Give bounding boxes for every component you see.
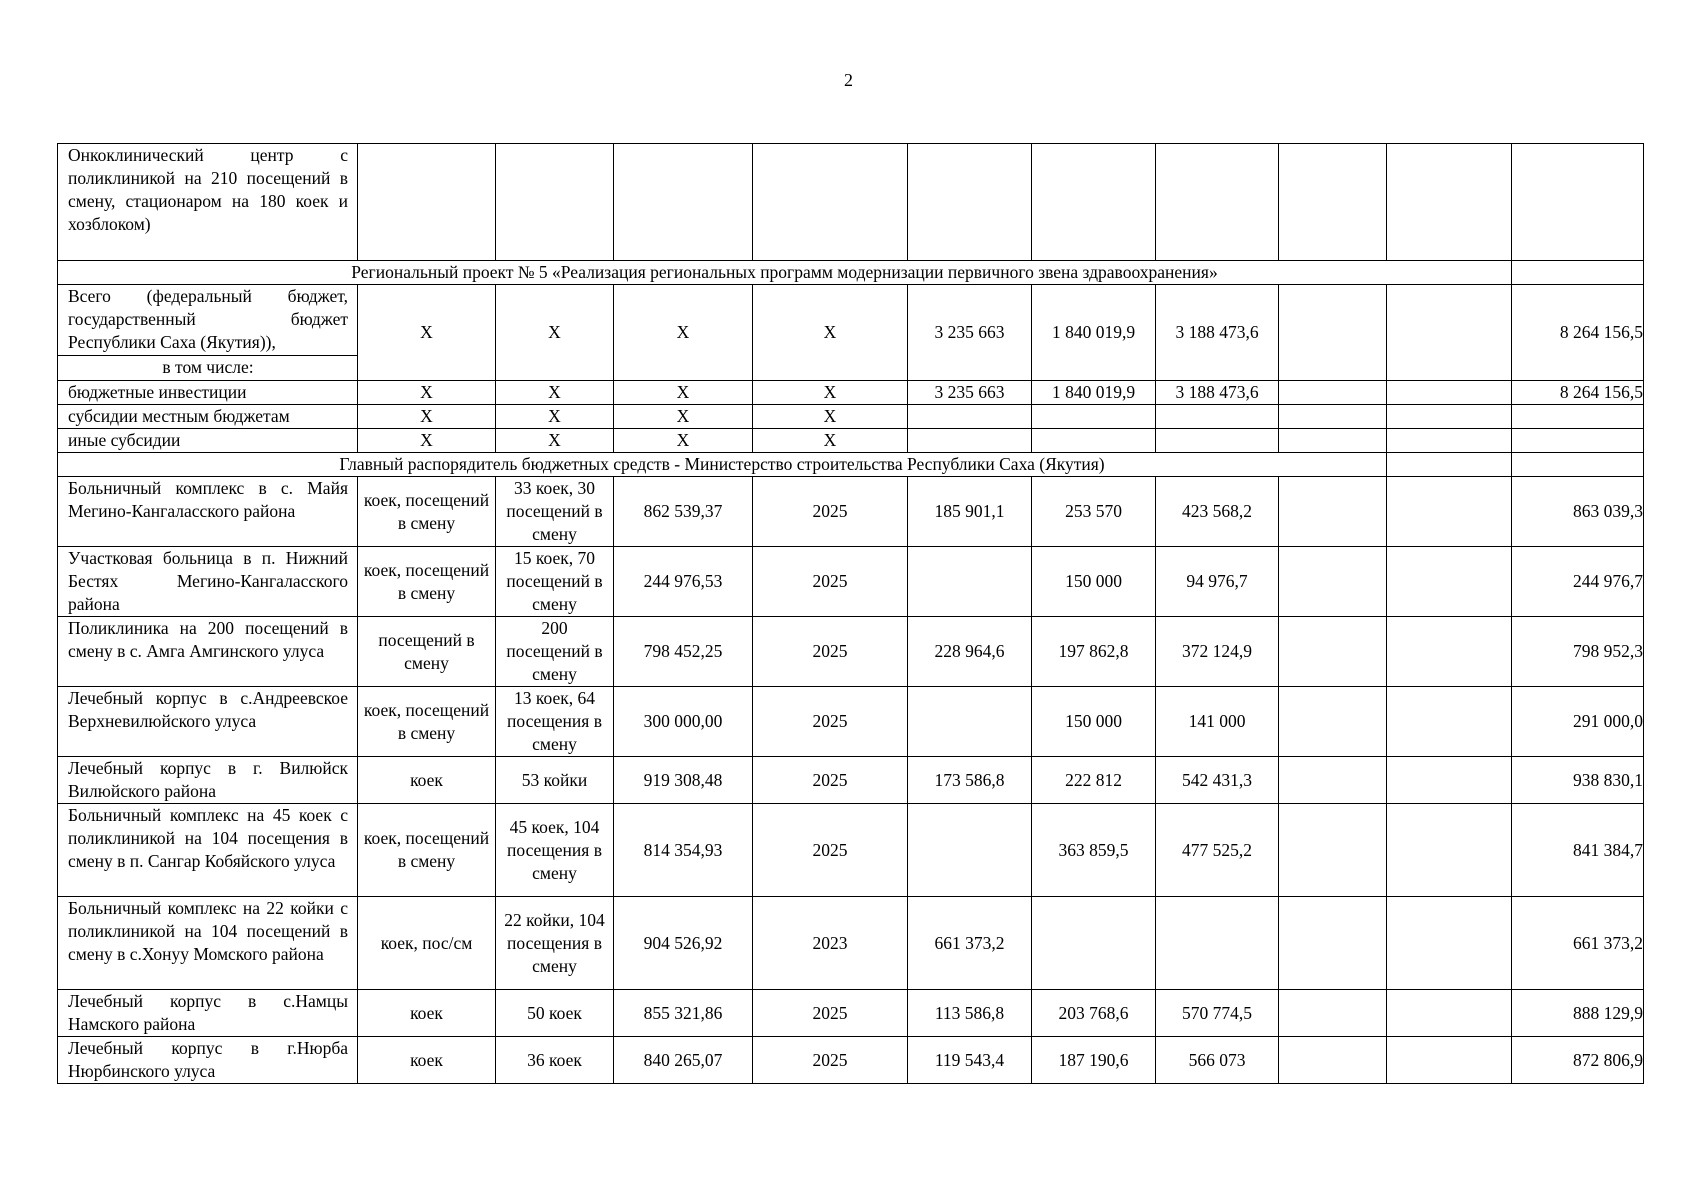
summary-subrow-cell <box>1387 429 1512 453</box>
object-unit: коек <box>358 990 496 1037</box>
summary-subrow-cell: X <box>753 429 908 453</box>
summary-subrow-cell: 3 188 473,6 <box>1156 381 1279 405</box>
summary-subrow-cell: X <box>614 429 753 453</box>
object-row <box>58 897 1644 990</box>
summary-subrow-cell: X <box>496 405 614 429</box>
page-number: 2 <box>844 70 853 90</box>
object-name: Лечебный корпус в с.Андреевское Верхневилюйского улуса <box>58 687 358 757</box>
object-total: 888 129,9 <box>1512 990 1644 1037</box>
object-name: Лечебный корпус в г.Нюрба Нюрбинского улуса <box>58 1037 358 1084</box>
summary-subrow <box>58 405 1644 429</box>
object-value: 372 124,9 <box>1156 617 1279 687</box>
object-value <box>1279 757 1387 804</box>
object-value: 141 000 <box>1156 687 1279 757</box>
summary-subrow-cell <box>908 429 1032 453</box>
continued-row <box>58 144 1644 261</box>
summary-subrow <box>58 381 1644 405</box>
object-cost: 904 526,92 <box>614 897 753 990</box>
summary-subrow-cell: X <box>614 381 753 405</box>
object-capacity: 53 койки <box>496 757 614 804</box>
object-total: 291 000,0 <box>1512 687 1644 757</box>
object-value: 566 073 <box>1156 1037 1279 1084</box>
object-year: 2025 <box>753 757 908 804</box>
summary-cell: 3 188 473,6 <box>1156 285 1279 381</box>
object-value: 113 586,8 <box>908 990 1032 1037</box>
section-title-ministry: Главный распорядитель бюджетных средств - Министерство строительства Республики Саха (Якутия) <box>58 453 1387 477</box>
summary-cell <box>1279 285 1387 381</box>
object-capacity: 200 посещений в смену <box>496 617 614 687</box>
summary-subrow-cell <box>1032 429 1156 453</box>
object-value: 423 568,2 <box>1156 477 1279 547</box>
object-row <box>58 547 1644 617</box>
object-value <box>1032 897 1156 990</box>
summary-subrow-cell <box>1279 381 1387 405</box>
summary-subrow-cell <box>1279 429 1387 453</box>
object-row <box>58 990 1644 1037</box>
object-value <box>1156 897 1279 990</box>
summary-subrow-cell: X <box>614 405 753 429</box>
object-value: 477 525,2 <box>1156 804 1279 897</box>
object-value <box>908 804 1032 897</box>
object-year: 2025 <box>753 617 908 687</box>
object-capacity: 50 коек <box>496 990 614 1037</box>
continued-object-name: Онкоклинический центр с поликлиникой на 210 посещений в смену, стационаром на 180 коек и хозблоком) <box>58 144 358 261</box>
object-value <box>1387 804 1512 897</box>
object-capacity: 15 коек, 70 посещений в смену <box>496 547 614 617</box>
object-value <box>1387 477 1512 547</box>
object-unit: коек <box>358 1037 496 1084</box>
summary-cell: X <box>358 285 496 381</box>
summary-cell: X <box>496 285 614 381</box>
object-value <box>1387 617 1512 687</box>
object-total: 244 976,7 <box>1512 547 1644 617</box>
object-capacity: 45 коек, 104 посещения в смену <box>496 804 614 897</box>
object-value: 150 000 <box>1032 547 1156 617</box>
object-name: Больничный комплекс в с. Майя Мегино-Кангаласского района <box>58 477 358 547</box>
object-value <box>1279 687 1387 757</box>
object-value <box>1387 897 1512 990</box>
object-value: 661 373,2 <box>908 897 1032 990</box>
object-name: Больничный комплекс на 45 коек с поликлиникой на 104 посещения в смену в п. Сангар Кобяйского улуса <box>58 804 358 897</box>
object-capacity: 22 койки, 104 посещения в смену <box>496 897 614 990</box>
object-value: 542 431,3 <box>1156 757 1279 804</box>
object-value: 119 543,4 <box>908 1037 1032 1084</box>
object-value: 222 812 <box>1032 757 1156 804</box>
object-capacity: 13 коек, 64 посещения в смену <box>496 687 614 757</box>
summary-cell: X <box>753 285 908 381</box>
object-unit: коек, посещений в смену <box>358 477 496 547</box>
object-year: 2025 <box>753 547 908 617</box>
object-row <box>58 1037 1644 1084</box>
summary-cell: X <box>614 285 753 381</box>
summary-subrow-cell: X <box>496 381 614 405</box>
budget-table <box>57 143 1644 1084</box>
object-cost: 798 452,25 <box>614 617 753 687</box>
section-header-row <box>58 453 1644 477</box>
object-name: Больничный комплекс на 22 койки с поликлиникой на 104 посещений в смену в с.Хонуу Момского района <box>58 897 358 990</box>
summary-cell: 8 264 156,5 <box>1512 285 1644 381</box>
summary-total-label <box>58 285 358 381</box>
object-row <box>58 804 1644 897</box>
object-value <box>1279 804 1387 897</box>
summary-subrow-cell <box>1387 405 1512 429</box>
summary-subrow-cell <box>1032 405 1156 429</box>
object-row <box>58 757 1644 804</box>
summary-subrow-cell <box>1387 381 1512 405</box>
summary-subrow-label: иные субсидии <box>58 429 358 453</box>
object-cost: 919 308,48 <box>614 757 753 804</box>
object-value: 185 901,1 <box>908 477 1032 547</box>
summary-subrow-cell: X <box>358 381 496 405</box>
object-value <box>1387 547 1512 617</box>
summary-subrow-cell <box>1512 429 1644 453</box>
object-total: 841 384,7 <box>1512 804 1644 897</box>
summary-total-text: Всего (федеральный бюджет, государственный бюджет Республики Саха (Якутия)), <box>58 285 357 356</box>
object-row <box>58 477 1644 547</box>
object-name: Участковая больница в п. Нижний Бестях Мегино-Кангаласского района <box>58 547 358 617</box>
object-total: 863 039,3 <box>1512 477 1644 547</box>
object-year: 2025 <box>753 990 908 1037</box>
summary-total-row <box>58 285 1644 381</box>
object-cost: 855 321,86 <box>614 990 753 1037</box>
object-value: 197 862,8 <box>1032 617 1156 687</box>
object-cost: 840 265,07 <box>614 1037 753 1084</box>
object-value: 173 586,8 <box>908 757 1032 804</box>
summary-subrow-cell: X <box>358 405 496 429</box>
object-value <box>908 687 1032 757</box>
summary-subrow-cell: X <box>753 381 908 405</box>
object-name: Лечебный корпус в г. Вилюйск Вилюйского района <box>58 757 358 804</box>
summary-subrow-cell <box>1156 429 1279 453</box>
summary-subrow <box>58 429 1644 453</box>
object-unit: коек, посещений в смену <box>358 687 496 757</box>
section-title-project: Региональный проект № 5 «Реализация региональных программ модернизации первичного звена здравоохранения» <box>58 261 1512 285</box>
object-value: 94 976,7 <box>1156 547 1279 617</box>
section-header-row <box>58 261 1644 285</box>
object-unit: коек, пос/см <box>358 897 496 990</box>
object-year: 2025 <box>753 477 908 547</box>
object-value: 253 570 <box>1032 477 1156 547</box>
object-total: 872 806,9 <box>1512 1037 1644 1084</box>
object-year: 2025 <box>753 687 908 757</box>
object-total: 661 373,2 <box>1512 897 1644 990</box>
summary-subrow-cell <box>1279 405 1387 429</box>
summary-subrow-cell <box>908 405 1032 429</box>
object-total: 938 830,1 <box>1512 757 1644 804</box>
object-name: Лечебный корпус в с.Намцы Намского района <box>58 990 358 1037</box>
summary-subrow-cell <box>1156 405 1279 429</box>
summary-including-text: в том числе: <box>162 357 254 377</box>
object-total: 798 952,3 <box>1512 617 1644 687</box>
object-row <box>58 687 1644 757</box>
object-year: 2025 <box>753 804 908 897</box>
object-value: 203 768,6 <box>1032 990 1156 1037</box>
object-value <box>1387 687 1512 757</box>
object-year: 2023 <box>753 897 908 990</box>
summary-subrow-cell: 3 235 663 <box>908 381 1032 405</box>
object-capacity: 36 коек <box>496 1037 614 1084</box>
object-unit: посещений в смену <box>358 617 496 687</box>
summary-cell: 3 235 663 <box>908 285 1032 381</box>
object-value <box>1279 990 1387 1037</box>
object-cost: 300 000,00 <box>614 687 753 757</box>
object-cost: 244 976,53 <box>614 547 753 617</box>
object-year: 2025 <box>753 1037 908 1084</box>
object-value <box>1387 757 1512 804</box>
object-value <box>1279 897 1387 990</box>
summary-subrow-cell: X <box>496 429 614 453</box>
object-value <box>908 547 1032 617</box>
object-row <box>58 617 1644 687</box>
object-name: Поликлиника на 200 посещений в смену в с. Амга Амгинского улуса <box>58 617 358 687</box>
summary-subrow-cell: X <box>753 405 908 429</box>
object-value <box>1279 547 1387 617</box>
object-value: 228 964,6 <box>908 617 1032 687</box>
object-value <box>1387 1037 1512 1084</box>
object-value <box>1279 617 1387 687</box>
object-value: 187 190,6 <box>1032 1037 1156 1084</box>
object-value <box>1279 1037 1387 1084</box>
summary-cell <box>1387 285 1512 381</box>
object-value <box>1387 990 1512 1037</box>
object-capacity: 33 коек, 30 посещений в смену <box>496 477 614 547</box>
summary-subrow-cell <box>1512 405 1644 429</box>
summary-subrow-cell: 8 264 156,5 <box>1512 381 1644 405</box>
summary-cell: 1 840 019,9 <box>1032 285 1156 381</box>
empty-cell <box>1512 453 1644 477</box>
summary-subrow-cell: X <box>358 429 496 453</box>
summary-subrow-label: субсидии местным бюджетам <box>58 405 358 429</box>
empty-cell <box>1387 453 1512 477</box>
object-unit: коек, посещений в смену <box>358 547 496 617</box>
object-unit: коек <box>358 757 496 804</box>
object-value: 150 000 <box>1032 687 1156 757</box>
summary-subrow-cell: 1 840 019,9 <box>1032 381 1156 405</box>
summary-subrow-label: бюджетные инвестиции <box>58 381 358 405</box>
object-cost: 862 539,37 <box>614 477 753 547</box>
object-value: 363 859,5 <box>1032 804 1156 897</box>
object-value: 570 774,5 <box>1156 990 1279 1037</box>
object-unit: коек, посещений в смену <box>358 804 496 897</box>
object-cost: 814 354,93 <box>614 804 753 897</box>
table-body <box>58 144 1644 1084</box>
object-value <box>1279 477 1387 547</box>
